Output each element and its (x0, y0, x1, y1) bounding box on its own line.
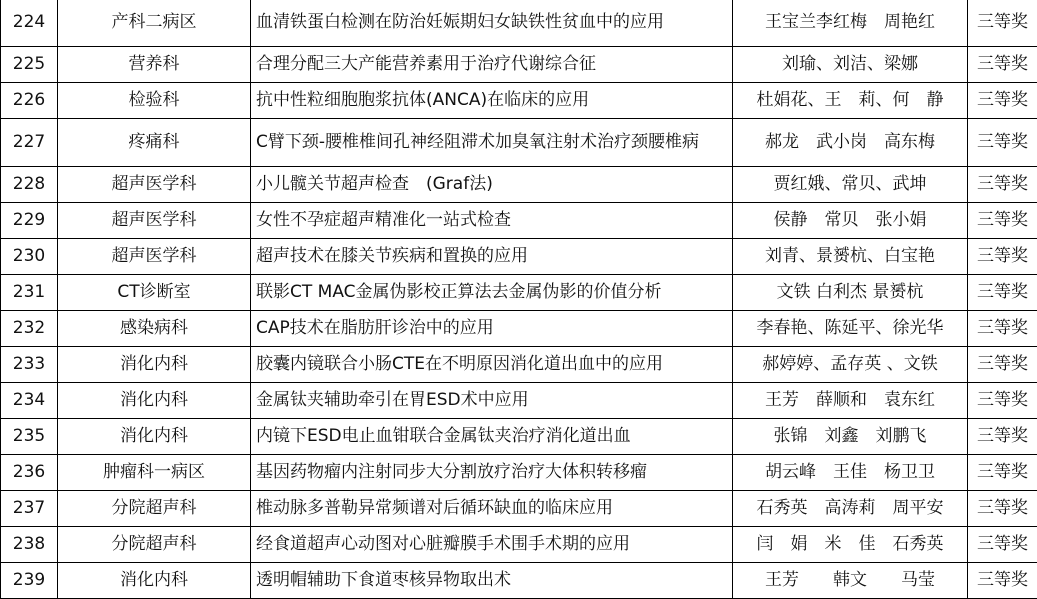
award-level-cell: 三等奖 (968, 527, 1037, 563)
project-title-cell: 基因药物瘤内注射同步大分割放疗治疗大体积转移瘤 (251, 455, 733, 491)
award-level-cell: 三等奖 (968, 167, 1037, 203)
authors-cell: 王芳 薛顺和 袁东红 (733, 383, 968, 419)
row-number-cell: 238 (1, 527, 58, 563)
department-cell: 产科二病区 (58, 0, 251, 47)
table-row (1, 455, 1037, 491)
award-level-cell: 三等奖 (968, 119, 1037, 167)
project-title-cell: 胶囊内镜联合小肠CTE在不明原因消化道出血中的应用 (251, 347, 733, 383)
table-row (1, 527, 1037, 563)
table-row (1, 563, 1037, 599)
row-number-cell: 230 (1, 239, 58, 275)
project-title-cell: 合理分配三大产能营养素用于治疗代谢综合征 (251, 47, 733, 83)
authors-cell: 闫 娟 米 佳 石秀英 (733, 527, 968, 563)
authors-cell: 王宝兰李红梅 周艳红 (733, 0, 968, 47)
project-title-cell: 经食道超声心动图对心脏瓣膜手术围手术期的应用 (251, 527, 733, 563)
award-level-cell: 三等奖 (968, 275, 1037, 311)
authors-cell: 郝婷婷、孟存英 、文铁 (733, 347, 968, 383)
authors-cell: 贾红娥、常贝、武坤 (733, 167, 968, 203)
row-number-cell: 235 (1, 419, 58, 455)
authors-cell: 侯静 常贝 张小娟 (733, 203, 968, 239)
department-cell: 消化内科 (58, 383, 251, 419)
project-title-cell: 血清铁蛋白检测在防治妊娠期妇女缺铁性贫血中的应用 (251, 0, 733, 47)
authors-cell: 文铁 白利杰 景赟杭 (733, 275, 968, 311)
row-number-cell: 239 (1, 563, 58, 599)
table-row (1, 47, 1037, 83)
authors-cell: 胡云峰 王佳 杨卫卫 (733, 455, 968, 491)
row-number-cell: 226 (1, 83, 58, 119)
project-title-cell: 金属钛夹辅助牵引在胃ESD术中应用 (251, 383, 733, 419)
row-number-cell: 237 (1, 491, 58, 527)
award-level-cell: 三等奖 (968, 0, 1037, 47)
project-title-cell: 超声技术在膝关节疾病和置换的应用 (251, 239, 733, 275)
department-cell: 超声医学科 (58, 167, 251, 203)
department-cell: 分院超声科 (58, 491, 251, 527)
project-title-cell: 小儿髋关节超声检查 (Graf法) (251, 167, 733, 203)
project-title-cell: 联影CT MAC金属伪影校正算法去金属伪影的价值分析 (251, 275, 733, 311)
table-row (1, 203, 1037, 239)
row-number-cell: 232 (1, 311, 58, 347)
department-cell: 消化内科 (58, 563, 251, 599)
table-row (1, 311, 1037, 347)
authors-cell: 刘青、景赟杭、白宝艳 (733, 239, 968, 275)
award-level-cell: 三等奖 (968, 347, 1037, 383)
table-row (1, 419, 1037, 455)
authors-cell: 刘瑜、刘洁、梁娜 (733, 47, 968, 83)
authors-cell: 石秀英 高涛莉 周平安 (733, 491, 968, 527)
award-level-cell: 三等奖 (968, 311, 1037, 347)
row-number-cell: 233 (1, 347, 58, 383)
row-number-cell: 231 (1, 275, 58, 311)
table-row (1, 491, 1037, 527)
department-cell: 营养科 (58, 47, 251, 83)
authors-cell: 杜娟花、王 莉、何 静 (733, 83, 968, 119)
project-title-cell: 透明帽辅助下食道枣核异物取出术 (251, 563, 733, 599)
award-level-cell: 三等奖 (968, 239, 1037, 275)
awards-table-body (1, 0, 1037, 599)
award-level-cell: 三等奖 (968, 491, 1037, 527)
authors-cell: 张锦 刘鑫 刘鹏飞 (733, 419, 968, 455)
project-title-cell: C臂下颈-腰椎椎间孔神经阻滞术加臭氧注射术治疗颈腰椎病 (251, 119, 733, 167)
department-cell: CT诊断室 (58, 275, 251, 311)
award-level-cell: 三等奖 (968, 83, 1037, 119)
award-level-cell: 三等奖 (968, 455, 1037, 491)
department-cell: 肿瘤科一病区 (58, 455, 251, 491)
table-row (1, 239, 1037, 275)
table-row (1, 167, 1037, 203)
row-number-cell: 236 (1, 455, 58, 491)
row-number-cell: 227 (1, 119, 58, 167)
row-number-cell: 234 (1, 383, 58, 419)
table-row (1, 0, 1037, 47)
project-title-cell: 抗中性粒细胞胞浆抗体(ANCA)在临床的应用 (251, 83, 733, 119)
row-number-cell: 225 (1, 47, 58, 83)
authors-cell: 郝龙 武小岗 高东梅 (733, 119, 968, 167)
department-cell: 超声医学科 (58, 239, 251, 275)
row-number-cell: 224 (1, 0, 58, 47)
table-row (1, 383, 1037, 419)
row-number-cell: 228 (1, 167, 58, 203)
table-row (1, 275, 1037, 311)
project-title-cell: 椎动脉多普勒异常频谱对后循环缺血的临床应用 (251, 491, 733, 527)
department-cell: 检验科 (58, 83, 251, 119)
table-row (1, 119, 1037, 167)
department-cell: 超声医学科 (58, 203, 251, 239)
table-row (1, 83, 1037, 119)
department-cell: 消化内科 (58, 347, 251, 383)
table-row (1, 347, 1037, 383)
award-level-cell: 三等奖 (968, 563, 1037, 599)
department-cell: 分院超声科 (58, 527, 251, 563)
award-level-cell: 三等奖 (968, 47, 1037, 83)
award-level-cell: 三等奖 (968, 383, 1037, 419)
project-title-cell: 内镜下ESD电止血钳联合金属钛夹治疗消化道出血 (251, 419, 733, 455)
department-cell: 感染病科 (58, 311, 251, 347)
department-cell: 疼痛科 (58, 119, 251, 167)
row-number-cell: 229 (1, 203, 58, 239)
authors-cell: 李春艳、陈延平、徐光华 (733, 311, 968, 347)
award-level-cell: 三等奖 (968, 203, 1037, 239)
award-level-cell: 三等奖 (968, 419, 1037, 455)
project-title-cell: 女性不孕症超声精准化一站式检查 (251, 203, 733, 239)
project-title-cell: CAP技术在脂肪肝诊治中的应用 (251, 311, 733, 347)
department-cell: 消化内科 (58, 419, 251, 455)
authors-cell: 王芳 韩文 马莹 (733, 563, 968, 599)
